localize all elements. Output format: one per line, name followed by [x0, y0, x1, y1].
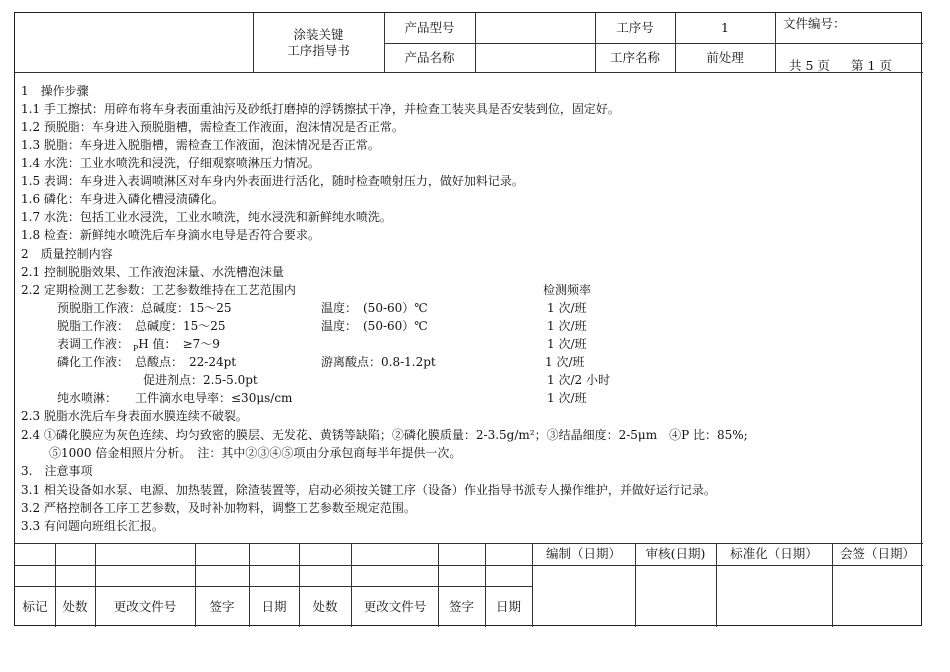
notes-title: 3. 注意事项 — [21, 464, 93, 478]
param-prescreen-freq: 1 次/班 — [547, 301, 587, 315]
doc-title — [253, 13, 384, 72]
quality-item: 2.4 ①磷化膜应为灰色连续、均匀致密的膜层、无发花、黄锈等缺陷；②磷化膜质量：2-3.5g/m²；③结晶细度：2-5μm ④P 比：85%; — [21, 428, 748, 442]
process-no-value: 1 — [721, 20, 729, 35]
param-degrease-temp: 温度： (50-60）℃ — [321, 319, 428, 333]
rev-count-header: 处数 — [62, 598, 88, 614]
step-item: 1.7 水洗：包括工业水浸洗，工业水喷洗，纯水浸洗和新鲜纯水喷洗。 — [21, 210, 392, 224]
rev-date-header: 日期 — [261, 598, 287, 614]
note-item: 3.2 严格控制各工序工艺参数，及时补加物料，调整工艺参数至规定范围。 — [21, 501, 416, 515]
rev-file-header: 更改文件号 — [113, 598, 177, 614]
footer-line — [15, 565, 923, 566]
approval-countersigned: 会签（日期） — [839, 546, 915, 561]
param-accelerator: 促进剂点：2.5-5.0pt — [143, 373, 258, 387]
param-degrease-freq: 1 次/班 — [547, 319, 587, 333]
product-model-label: 产品型号 — [404, 20, 455, 35]
param-pure-water: 纯水喷淋： 工件滴水电导率：≤30μs/cm — [57, 391, 293, 405]
process-no-label: 工序号 — [616, 20, 654, 35]
note-item: 3.1 相关设备如水泵、电源、加热装置，除渣装置等，启动必须按关键工序（设备）作业指导书派专人操作维护，并做好运行记录。 — [21, 483, 716, 497]
param-pure-water-freq: 1 次/班 — [547, 391, 587, 405]
approval-reviewed: 审核(日期) — [645, 546, 706, 561]
doc-title-line2: 工序指导书 — [287, 42, 350, 58]
param-prescreen-alkalinity: 预脱脂工作液：总碱度：15～25 — [57, 301, 232, 315]
product-name-label: 产品名称 — [404, 49, 455, 65]
process-name-label: 工序名称 — [609, 49, 660, 65]
steps-title: 1 操作步骤 — [21, 84, 89, 98]
approval-standardized: 标准化（日期） — [730, 546, 818, 561]
param-surface-freq: 1 次/班 — [547, 337, 587, 351]
product-name-value — [475, 43, 595, 72]
footer-divider — [351, 543, 352, 627]
param-phosphate-acid: 磷化工作液： 总酸点： 22-24pt — [57, 355, 237, 369]
quality-item-cont: ⑤1000 倍金相照片分析。 注：其中②③④⑤项由分承包商每半年提供一次。 — [49, 446, 462, 460]
rev-date-header: 日期 — [495, 598, 521, 614]
rev-mark-header: 标记 — [22, 598, 48, 614]
frequency-header: 检测频率 — [543, 283, 592, 297]
quality-item: 2.3 脱脂水洗后车身表面水膜连续不破裂。 — [21, 409, 248, 423]
rev-sign-header: 签字 — [448, 598, 474, 614]
rev-sign-header: 签字 — [209, 598, 235, 614]
param-degrease-alkalinity: 脱脂工作液： 总碱度：15～25 — [57, 319, 226, 333]
step-item: 1.3 脱脂：车身进入脱脂槽，需检查工作液面，泡沫情况是否正常。 — [21, 138, 380, 152]
note-item: 3.3 有问题向班组长汇报。 — [21, 519, 164, 533]
header-divider — [775, 13, 776, 72]
quality-item: 2.1 控制脱脂效果、工作液泡沫量、水洗槽泡沫量 — [21, 265, 284, 279]
param-ph-value: H 值： ≥7～9 — [138, 337, 220, 351]
approval-prepared: 编制（日期） — [545, 546, 621, 561]
quality-item: 2.2 定期检测工艺参数：工艺参数维持在工艺范围内 — [21, 283, 296, 297]
param-accelerator-freq: 1 次/2 小时 — [547, 373, 610, 387]
step-item: 1.4 水洗：工业水喷洗和浸洗，仔细观察喷淋压力情况。 — [21, 156, 320, 170]
process-name-value: 前处理 — [706, 49, 744, 65]
doc-title-line1: 涂装关键 — [293, 26, 344, 42]
step-item: 1.6 磷化：车身进入磷化槽浸渍磷化。 — [21, 192, 224, 206]
rev-count-header: 处数 — [312, 598, 338, 614]
header-bottom-line — [15, 72, 923, 73]
param-ph-sub: P — [132, 344, 139, 353]
param-phosphate-freq: 1 次/班 — [545, 355, 585, 369]
step-item: 1.1 手工擦拭：用碎布将车身表面重油污及砂纸打磨掉的浮锈擦拭干净，并检查工装夹具是否安装到位，固定好。 — [21, 102, 620, 116]
rev-file-header: 更改文件号 — [363, 598, 427, 614]
quality-title: 2 质量控制内容 — [21, 247, 113, 261]
doc-number-label: 文件编号： — [783, 16, 846, 31]
param-phosphate-free-acid: 游离酸点：0.8-1.2pt — [321, 355, 436, 369]
pages-total: 共 5 页 — [789, 58, 830, 73]
step-item: 1.8 检查：新鲜纯水喷洗后车身滴水电导是否符合要求。 — [21, 228, 320, 242]
page-current: 第 1 页 — [851, 58, 892, 73]
product-model-value — [475, 13, 595, 43]
footer-divider — [95, 543, 96, 627]
param-surface-label: 表调工作液： — [57, 337, 130, 351]
step-item: 1.2 预脱脂：车身进入预脱脂槽，需检查工作液面，泡沫情况是否正常。 — [21, 120, 404, 134]
param-prescreen-temp: 温度： (50-60）℃ — [321, 301, 428, 315]
document-sheet — [14, 12, 922, 626]
step-item: 1.5 表调：车身进入表调喷淋区对车身内外表面进行活化，随时检查喷射压力，做好加料记录。 — [21, 174, 524, 188]
